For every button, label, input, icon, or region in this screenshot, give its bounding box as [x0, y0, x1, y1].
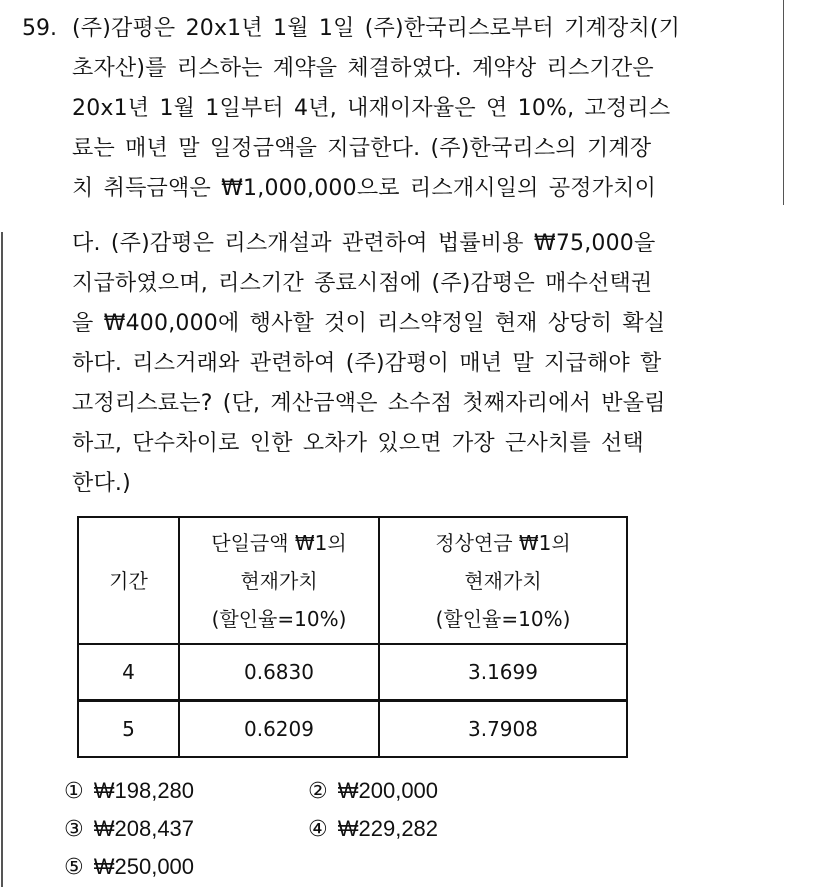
question-text-line: 하고, 단수차이로 인한 오차가 있으면 가장 근사치를 선택 [72, 431, 644, 456]
choice-text: ₩250,000 [93, 854, 195, 879]
question-text-line: 초자산)를 리스하는 계약을 체결하였다. 계약상 리스기간은 [72, 56, 654, 81]
choice-number: ⑤ [64, 854, 84, 879]
table-header-row [78, 517, 627, 644]
question-text-line: (주)감평은 20x1년 1월 1일 (주)한국리스로부터 기계장치(기 [72, 16, 681, 41]
question-number: 59. [22, 16, 57, 41]
header-annuity-pv: 정상연금 ₩1의 현재가치 (할인율=10%) [379, 517, 627, 644]
choice-text: ₩200,000 [337, 778, 439, 803]
cell-annuity-pv: 3.1699 [379, 644, 627, 701]
choice-text: ₩208,437 [93, 816, 195, 841]
page-divider-left [1, 232, 3, 887]
question-text-line: 한다.) [72, 471, 131, 496]
question-text-line: 하다. 리스거래와 관련하여 (주)감평이 매년 말 지급해야 할 [72, 351, 662, 376]
choice-number: ③ [64, 816, 84, 841]
question-text-line: 료는 매년 말 일정금액을 지급한다. (주)한국리스의 기계장 [72, 136, 652, 161]
header-period: 기간 [78, 517, 179, 644]
cell-single-pv: 0.6830 [179, 644, 379, 701]
pv-table [77, 516, 628, 758]
header-single-sum-pv: 단일금액 ₩1의 현재가치 (할인율=10%) [179, 517, 379, 644]
choice-2[interactable] [308, 777, 438, 805]
choice-number: ④ [308, 816, 328, 841]
choice-1[interactable] [64, 777, 194, 805]
page-divider-right [783, 0, 784, 205]
question-text-line: 20x1년 1월 1일부터 4년, 내재이자율은 연 10%, 고정리스 [72, 96, 671, 121]
choice-3[interactable] [64, 815, 194, 843]
choice-text: ₩229,282 [337, 816, 439, 841]
cell-annuity-pv: 3.7908 [379, 701, 627, 758]
question-text-line: 다. (주)감평은 리스개설과 관련하여 법률비용 ₩75,000을 [72, 231, 656, 256]
question-text-line: 지급하였으며, 리스기간 종료시점에 (주)감평은 매수선택권 [72, 271, 653, 296]
choice-text: ₩198,280 [93, 778, 195, 803]
present-value-table [77, 516, 628, 758]
cell-period: 5 [78, 701, 179, 758]
cell-period: 4 [78, 644, 179, 701]
question-text-line: 을 ₩400,000에 행사할 것이 리스약정일 현재 상당히 확실 [72, 311, 666, 336]
cell-single-pv: 0.6209 [179, 701, 379, 758]
question-text-line: 고정리스료는? (단, 계산금액은 소수점 첫째자리에서 반올림 [72, 391, 666, 416]
choice-number: ② [308, 778, 328, 803]
choice-5[interactable] [64, 853, 194, 881]
table-row [78, 644, 627, 701]
choice-number: ① [64, 778, 84, 803]
question-text-line: 치 취득금액은 ₩1,000,000으로 리스개시일의 공정가치이 [72, 176, 657, 201]
table-row [78, 701, 627, 758]
choice-4[interactable] [308, 815, 438, 843]
